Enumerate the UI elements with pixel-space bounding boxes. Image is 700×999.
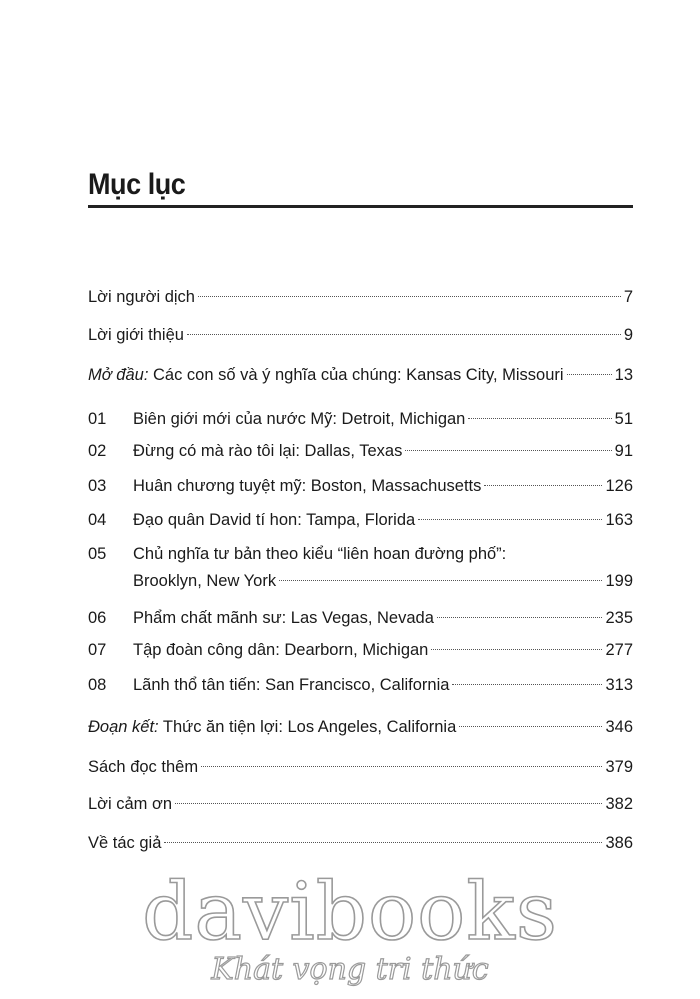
toc-entry-further-reading — [88, 753, 633, 781]
toc-entry-chapter-04 — [88, 506, 633, 534]
toc-entry-epilogue — [88, 713, 633, 741]
chapter-number: 01 — [88, 410, 107, 428]
toc-entry-translator-note — [88, 283, 633, 311]
toc-entry-chapter-03 — [88, 472, 633, 500]
toc-entry-title — [88, 713, 456, 741]
toc-entry-title: Lời giới thiệu — [88, 326, 184, 344]
watermark-tagline: Khát vọng tri thức — [211, 952, 489, 987]
dot-leader — [567, 374, 612, 375]
toc-entry-chapter-05-cont — [88, 567, 633, 595]
toc-entry-prefix: Mở đầu: — [88, 366, 149, 384]
toc-entry-title: Đạo quân David tí hon: Tampa, Florida — [133, 511, 416, 529]
toc-entry-title: Tập đoàn công dân: Dearborn, Michigan — [133, 641, 429, 659]
toc-entry-page: 7 — [623, 288, 633, 306]
dot-leader — [484, 485, 602, 486]
toc-entry-page: 163 — [605, 511, 633, 529]
toc-entry-title: Huân chương tuyệt mỹ: Boston, Massachusetts — [133, 477, 482, 495]
toc-entry-prologue — [88, 361, 633, 389]
toc-entry-title: Phẩm chất mãnh sư: Las Vegas, Nevada — [133, 609, 434, 627]
toc-entry-page: 91 — [614, 442, 633, 460]
toc-entry-about-author — [88, 829, 633, 857]
toc-entry-page: 382 — [605, 795, 633, 813]
toc-entry-title-line2: Brooklyn, New York — [133, 572, 277, 590]
toc-entry-introduction — [88, 321, 633, 349]
dot-leader — [431, 649, 602, 650]
chapter-number: 02 — [88, 442, 107, 460]
toc-entry-page: 126 — [605, 477, 633, 495]
dot-leader — [452, 684, 602, 685]
dot-leader — [418, 519, 602, 520]
chapter-number: 08 — [88, 676, 107, 694]
toc-entry-page: 13 — [614, 366, 633, 384]
toc-entry-page: 277 — [605, 641, 633, 659]
toc-entry-chapter-07 — [88, 636, 633, 664]
toc-entry-page: 199 — [605, 572, 633, 590]
toc-entry-title: Lời người dịch — [88, 288, 195, 306]
toc-entry-chapter-01 — [88, 405, 633, 433]
chapter-number: 05 — [88, 545, 107, 563]
chapter-number: 07 — [88, 641, 107, 659]
dot-leader — [201, 766, 602, 767]
toc-entry-title-text: Thức ăn tiện lợi: Los Angeles, California — [158, 718, 457, 736]
dot-leader — [187, 334, 621, 335]
toc-entry-chapter-05 — [88, 540, 633, 568]
toc-entry-title: Lời cảm ơn — [88, 795, 172, 813]
toc-entry-page: 235 — [605, 609, 633, 627]
dot-leader — [198, 296, 621, 297]
chapter-number: 03 — [88, 477, 107, 495]
dot-leader — [405, 450, 611, 451]
toc-entry-title: Chủ nghĩa tư bản theo kiểu “liên hoan đường phố”: — [133, 545, 507, 563]
toc-entry-page: 9 — [623, 326, 633, 344]
toc-entry-title: Lãnh thổ tân tiến: San Francisco, California — [133, 676, 450, 694]
toc-entry-chapter-06 — [88, 604, 633, 632]
toc-entry-page: 379 — [605, 758, 633, 776]
dot-leader — [175, 803, 602, 804]
toc-entry-title: Sách đọc thêm — [88, 758, 199, 776]
toc-entry-title: Về tác giả — [88, 834, 162, 852]
toc-entry-page: 346 — [605, 718, 633, 736]
toc-entry-prefix: Đoạn kết: — [88, 718, 159, 736]
toc-entry-acknowledgements — [88, 790, 633, 818]
title-rule — [88, 205, 633, 208]
toc-entry-title — [88, 361, 564, 389]
toc-entry-page: 51 — [614, 410, 633, 428]
dot-leader — [459, 726, 602, 727]
dot-leader — [164, 842, 602, 843]
dot-leader — [437, 617, 603, 618]
page-title: Mục lục — [88, 168, 186, 201]
toc-entry-title: Đừng có mà rào tôi lại: Dallas, Texas — [133, 442, 403, 460]
watermark-brand: davibooks — [142, 865, 558, 958]
toc-entry-title: Biên giới mới của nước Mỹ: Detroit, Michigan — [133, 410, 466, 428]
chapter-number: 04 — [88, 511, 107, 529]
toc-entry-chapter-08 — [88, 671, 633, 699]
dot-leader — [279, 580, 602, 581]
dot-leader — [468, 418, 611, 419]
toc-entry-title-text: Các con số và ý nghĩa của chúng: Kansas City, Missouri — [148, 366, 564, 384]
toc-entry-page: 313 — [605, 676, 633, 694]
toc-entry-page: 386 — [605, 834, 633, 852]
toc-entry-chapter-02 — [88, 437, 633, 465]
chapter-number: 06 — [88, 609, 107, 627]
